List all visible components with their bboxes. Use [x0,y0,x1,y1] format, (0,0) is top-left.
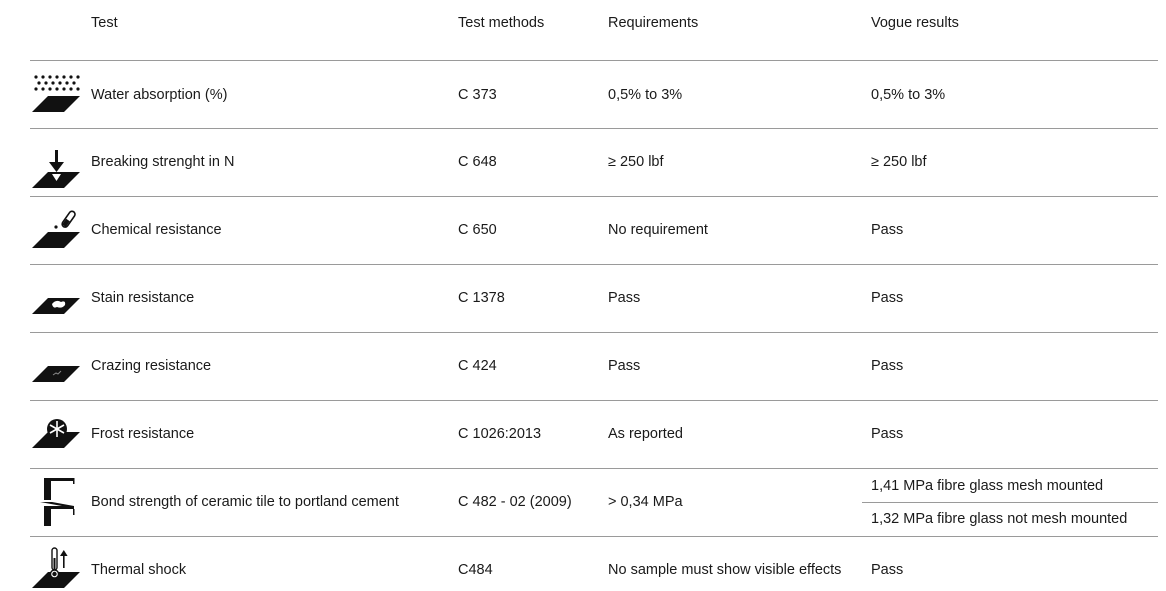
test-method: C 424 [458,358,497,374]
header-vogue-results: Vogue results [871,15,959,31]
test-name: Breaking strenght in N [91,154,235,170]
requirement: No requirement [608,222,708,238]
result: Pass [871,358,904,374]
requirement: ≥ 250 lbf [608,154,664,170]
test-name: Frost resistance [91,426,195,442]
requirement: > 0,34 MPa [608,494,683,510]
test-name: Chemical resistance [91,222,222,238]
thermometer-icon [30,546,84,590]
header-test-methods: Test methods [458,15,545,31]
bond-clamp-icon [30,476,84,528]
row-divider [30,400,1158,401]
sub-row-divider [862,502,1158,503]
breaking-arrow-icon [30,150,84,190]
result: Pass [871,562,904,578]
row-divider [30,468,1158,469]
requirement: Pass [608,358,641,374]
row-divider [30,536,1158,537]
water-drops-icon [30,74,84,114]
test-name: Bond strength of ceramic tile to portland cement [91,494,399,510]
test-name: Thermal shock [91,562,187,578]
result: Pass [871,426,904,442]
snowflake-icon [30,414,84,454]
row-divider [30,264,1158,265]
test-method: C 648 [458,154,497,170]
header-requirements: Requirements [608,15,699,31]
row-divider [30,60,1158,61]
requirement: As reported [608,426,683,442]
test-name: Crazing resistance [91,358,212,374]
result: ≥ 250 lbf [871,154,927,170]
row-divider [30,128,1158,129]
result: Pass [871,290,904,306]
test-method: C 482 - 02 (2009) [458,494,572,510]
crazing-icon [30,348,84,388]
header-test: Test [91,15,118,31]
test-name: Stain resistance [91,290,195,306]
test-method: C 1378 [458,290,505,306]
test-method: C 650 [458,222,497,238]
requirement: Pass [608,290,641,306]
test-tube-icon [30,210,84,250]
stain-icon [30,280,84,320]
row-divider [30,196,1158,197]
test-method: C 1026:2013 [458,426,542,442]
result-secondary: 1,32 MPa fibre glass not mesh mounted [871,511,1128,527]
requirement: 0,5% to 3% [608,87,683,103]
requirement: No sample must show visible effects [608,562,842,578]
row-divider [30,332,1158,333]
result: 0,5% to 3% [871,87,946,103]
test-method: C484 [458,562,493,578]
test-method: C 373 [458,87,497,103]
test-name: Water absorption (%) [91,87,228,103]
result: Pass [871,222,904,238]
result: 1,41 MPa fibre glass mesh mounted [871,478,1104,494]
